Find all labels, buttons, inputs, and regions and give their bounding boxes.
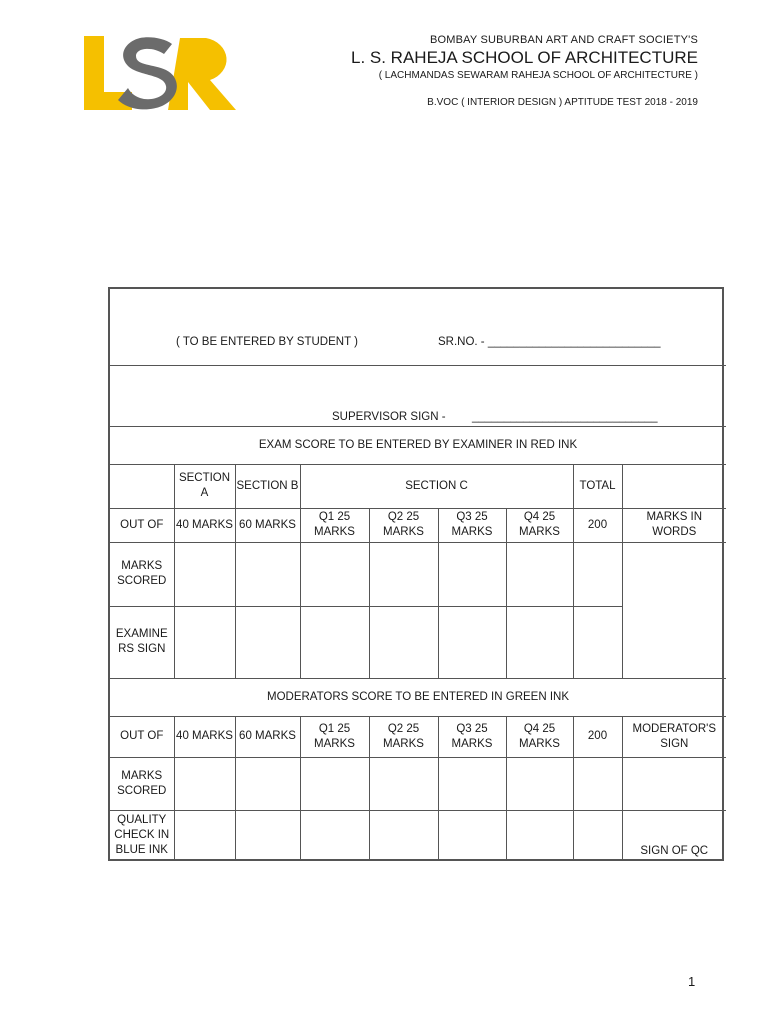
score-cell[interactable] (369, 542, 438, 606)
sign-cell[interactable] (300, 606, 369, 678)
marks-in-words-header: MARKS IN WORDS (622, 508, 726, 542)
score-cell[interactable] (300, 757, 369, 810)
q3-marks: Q3 25 MARKS (438, 716, 506, 757)
qc-cell[interactable] (174, 810, 235, 861)
examiners-sign-label: EXAMINE RS SIGN (110, 606, 174, 678)
lsr-logo (84, 36, 240, 110)
page-number: 1 (688, 974, 696, 989)
sign-cell[interactable] (369, 606, 438, 678)
score-cell[interactable] (300, 542, 369, 606)
moderators-sign-header: MODERATOR'S SIGN (622, 716, 726, 757)
q3-marks: Q3 25 MARKS (438, 508, 506, 542)
marks-scored-label: MARKS SCORED (110, 757, 174, 810)
sign-cell[interactable] (573, 606, 622, 678)
score-cell[interactable] (235, 757, 300, 810)
sign-cell[interactable] (235, 606, 300, 678)
score-form (108, 287, 724, 861)
marks-scored-label: MARKS SCORED (110, 542, 174, 606)
sign-of-qc-cell[interactable]: SIGN OF QC (622, 810, 726, 861)
q1-marks: Q1 25 MARKS (300, 508, 369, 542)
marks-in-words-cell[interactable] (622, 542, 726, 678)
qc-cell[interactable] (573, 810, 622, 861)
score-cell[interactable] (573, 542, 622, 606)
school-full-name: ( LACHMANDAS SEWARAM RAHEJA SCHOOL OF ARCHITECTURE ) (378, 70, 698, 81)
srno-field[interactable]: SR.NO. - ___________________________ (438, 336, 661, 348)
q4-marks: Q4 25 MARKS (506, 508, 573, 542)
qc-cell[interactable] (300, 810, 369, 861)
empty-cell (110, 464, 174, 508)
quality-check-label: QUALITY CHECK IN BLUE INK (110, 810, 174, 861)
empty-cell (622, 464, 726, 508)
total-marks: 200 (573, 508, 622, 542)
supervisor-sign-line[interactable]: _____________________________ (472, 410, 658, 423)
sign-cell[interactable] (506, 606, 573, 678)
section-a-marks: 40 MARKS (174, 716, 235, 757)
society-name: BOMBAY SUBURBAN ART AND CRAFT SOCIETY'S (429, 34, 698, 46)
out-of-label: OUT OF (110, 508, 174, 542)
supervisor-row (110, 365, 726, 426)
q2-marks: Q2 25 MARKS (369, 508, 438, 542)
exam-score-title: EXAM SCORE TO BE ENTERED BY EXAMINER IN RED INK (110, 426, 726, 464)
out-of-label: OUT OF (110, 716, 174, 757)
score-cell[interactable] (506, 542, 573, 606)
score-cell[interactable] (506, 757, 573, 810)
school-header (351, 34, 698, 108)
qc-cell[interactable] (506, 810, 573, 861)
supervisor-label: SUPERVISOR SIGN - (332, 410, 446, 423)
score-cell[interactable] (369, 757, 438, 810)
section-a-header: SECTION A (174, 464, 235, 508)
student-note: ( TO BE ENTERED BY STUDENT ) (176, 336, 358, 348)
score-cell[interactable] (174, 542, 235, 606)
student-entry-row (110, 289, 726, 365)
moderator-sign-cell[interactable] (622, 757, 726, 810)
q4-marks: Q4 25 MARKS (506, 716, 573, 757)
section-b-marks: 60 MARKS (235, 716, 300, 757)
score-cell[interactable] (573, 757, 622, 810)
score-cell[interactable] (438, 542, 506, 606)
test-title: B.VOC ( INTERIOR DESIGN ) APTITUDE TEST 2018 - 2019 (427, 97, 698, 108)
score-cell[interactable] (174, 757, 235, 810)
school-name: L. S. RAHEJA SCHOOL OF ARCHITECTURE (351, 48, 698, 67)
section-b-marks: 60 MARKS (235, 508, 300, 542)
sign-cell[interactable] (174, 606, 235, 678)
qc-cell[interactable] (438, 810, 506, 861)
q2-marks: Q2 25 MARKS (369, 716, 438, 757)
q1-marks: Q1 25 MARKS (300, 716, 369, 757)
qc-cell[interactable] (235, 810, 300, 861)
score-cell[interactable] (438, 757, 506, 810)
score-cell[interactable] (235, 542, 300, 606)
section-a-marks: 40 MARKS (174, 508, 235, 542)
sign-cell[interactable] (438, 606, 506, 678)
total-header: TOTAL (573, 464, 622, 508)
qc-cell[interactable] (369, 810, 438, 861)
section-b-header: SECTION B (235, 464, 300, 508)
moderators-score-title: MODERATORS SCORE TO BE ENTERED IN GREEN INK (110, 678, 726, 716)
section-c-header: SECTION C (300, 464, 573, 508)
total-marks: 200 (573, 716, 622, 757)
